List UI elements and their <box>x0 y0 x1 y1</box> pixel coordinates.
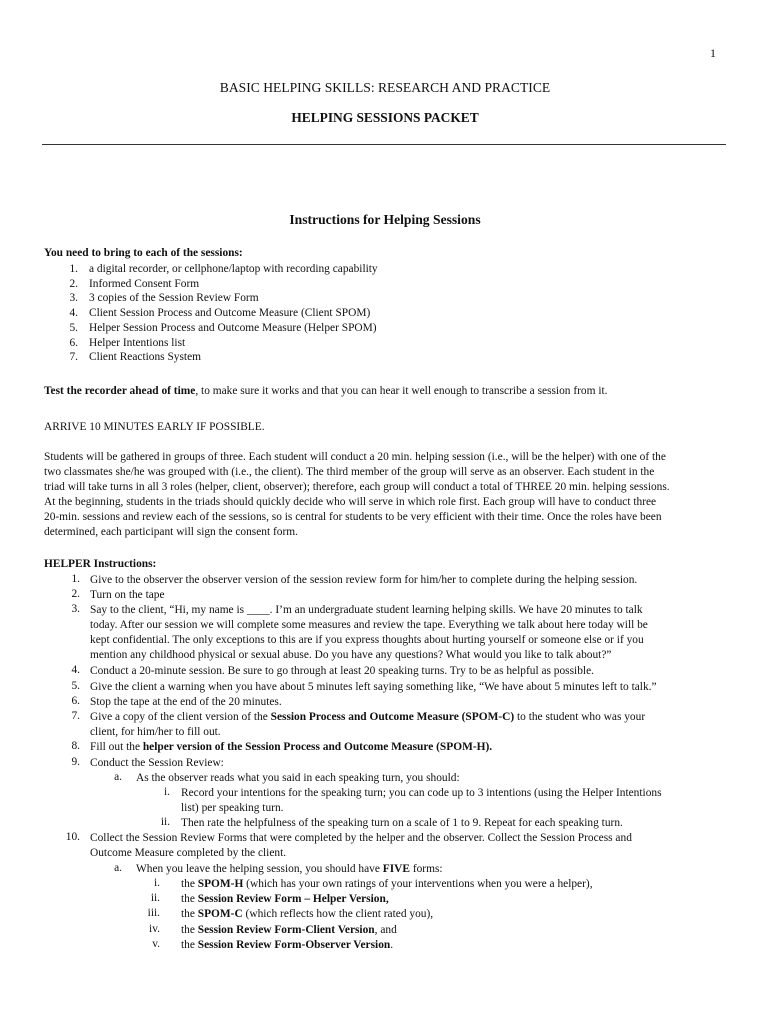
item-text: As the observer reads what you said in each speaking turn, you should: <box>136 771 460 784</box>
item-number: 5. <box>71 679 80 692</box>
item-text: Fill out the <box>90 741 143 754</box>
item-number: 5. <box>69 321 78 334</box>
item-text: . <box>390 938 394 951</box>
item-text: Give the client a warning when you have about 5 minutes left saying something like, “We have about 5 minutes left to talk.” <box>90 680 657 693</box>
document-subtitle: HELPING SESSIONS PACKET <box>291 110 479 125</box>
item-text: (which reflects how the client rated you), <box>242 908 434 921</box>
bring-list-item <box>44 336 744 351</box>
groups-paragraph <box>44 450 744 540</box>
item-number: 9. <box>71 755 80 768</box>
bring-heading: You need to bring to each of the sessions: <box>44 247 243 259</box>
item-text-bold: helper version of the Session Process and Outcome Measure (SPOM-H). <box>142 741 493 754</box>
item-text: client, for him/her to fill out. <box>90 725 221 738</box>
item-text: (which has your own ratings of your interventions when you were a helper), <box>243 878 593 891</box>
item-text: Outcome Measure completed by the client. <box>90 847 287 860</box>
list-item <box>0 831 770 861</box>
list-item <box>0 573 770 588</box>
list-item <box>0 756 770 771</box>
item-text: the <box>181 893 198 906</box>
bring-list-item <box>44 350 744 365</box>
item-number: iv. <box>149 922 160 935</box>
paragraph-line: determined, each participant will sign the consent form. <box>44 526 298 538</box>
form-list-item <box>0 877 770 892</box>
item-text-bold: , <box>385 893 389 906</box>
item-number: 10. <box>65 831 80 844</box>
helper-heading: HELPER Instructions: <box>44 558 157 570</box>
item-number: 4. <box>71 664 80 677</box>
item-text: Conduct a 20-minute session. Be sure to go through at least 20 speaking turns. Try to be as helpful as possible. <box>90 665 594 678</box>
form-list-item <box>0 938 770 953</box>
section-title: Instructions for Helping Sessions <box>289 212 481 227</box>
item-number: 3. <box>71 603 80 616</box>
item-text: a digital recorder, or cellphone/laptop with recording capability <box>89 263 378 275</box>
item-text: Collect the Session Review Forms that were completed by the helper and the observer. Collect the Session Process and <box>90 832 632 845</box>
sub-list-item <box>0 862 770 877</box>
item-number: 7. <box>69 351 78 364</box>
item-number: 6. <box>71 694 80 707</box>
test-recorder-bold: Test the recorder ahead of time <box>44 385 196 397</box>
page-number: 1 <box>710 46 716 60</box>
item-text: today. After our session we will complete some measures and review the tape. Everything we talk about here today will be <box>90 619 648 632</box>
item-text-bold: Session Review Form-Observer Version <box>197 938 391 951</box>
item-text: Informed Consent Form <box>89 277 200 290</box>
bring-list-item <box>44 306 744 321</box>
paragraph-line: two classmates she/he was grouped with (i.e., the client). The third member of the group will serve as an observer. Each student in the <box>44 466 655 478</box>
item-text-bold: SPOM-C <box>197 908 243 921</box>
item-text: Then rate the helpfulness of the speaking turn on a scale of 1 to 9. Repeat for each speaking turn. <box>181 817 623 830</box>
item-text: Turn on the tape <box>90 589 165 602</box>
item-number: i. <box>163 785 170 798</box>
item-text: 3 copies of the Session Review Form <box>89 292 259 305</box>
item-text: the <box>181 878 198 891</box>
item-text: Helper Intentions list <box>89 336 186 349</box>
paragraph-line: At the beginning, students in the triads should quickly decide who will serve in which role first. Each group will have to conduct three <box>44 496 657 508</box>
item-text: the <box>181 938 198 951</box>
item-text-bold: Session Review Form-Client Version <box>197 923 375 936</box>
form-list-item <box>0 907 770 922</box>
list-item <box>0 740 770 755</box>
item-number: 1. <box>71 573 80 585</box>
test-recorder-rest: , to make sure it works and that you can hear it well enough to transcribe a session from it. <box>195 385 608 397</box>
document-title: BASIC HELPING SKILLS: RESEARCH AND PRACTICE <box>219 80 551 95</box>
item-text: Conduct the Session Review: <box>90 756 224 769</box>
item-number: 4. <box>69 307 78 320</box>
sub-sub-list-item <box>0 786 770 816</box>
item-text: Record your intentions for the speaking turn; you can code up to 3 intentions (using the Helper Intentions <box>181 786 662 799</box>
item-text-bold: SPOM-H <box>197 878 244 891</box>
test-recorder-note <box>44 384 608 399</box>
item-text: Give to the observer the observer version of the session review form for him/her to complete during the helping session. <box>90 574 638 586</box>
item-text: Give a copy of the client version of the <box>90 710 271 723</box>
bring-list-item <box>44 291 744 306</box>
bring-list-item <box>44 262 744 277</box>
item-number: 7. <box>71 709 80 722</box>
item-number: a. <box>114 861 122 874</box>
item-number: 2. <box>69 277 78 290</box>
form-list-item <box>0 923 770 938</box>
helper-instructions-list <box>0 573 770 953</box>
form-list-item <box>0 892 770 907</box>
item-text: the <box>181 923 198 936</box>
item-text: Client Reactions System <box>89 351 201 364</box>
item-text: Stop the tape at the end of the 20 minutes. <box>90 695 282 708</box>
bring-list <box>44 262 744 365</box>
item-text: forms: <box>409 862 443 875</box>
item-number: ii. <box>150 892 160 905</box>
item-number: 3. <box>69 292 78 305</box>
item-text: Say to the client, “Hi, my name is ____. I’m an undergraduate student learning helping skills. We have 20 minutes to talk <box>90 604 643 617</box>
item-number: iii. <box>147 907 160 920</box>
item-text-bold: FIVE <box>382 862 410 875</box>
item-number: 2. <box>71 588 80 601</box>
sub-list-item <box>0 771 770 786</box>
item-text-bold: Session Review Form – Helper Version <box>197 893 386 906</box>
item-text: the <box>181 908 198 921</box>
bring-list-item <box>44 321 744 336</box>
list-item <box>0 710 770 740</box>
item-number: a. <box>114 770 122 783</box>
list-item <box>0 588 770 603</box>
horizontal-rule <box>42 144 726 145</box>
item-number: 6. <box>69 336 78 349</box>
item-number: 1. <box>69 263 78 275</box>
item-text: list) per speaking turn. <box>181 801 284 814</box>
paragraph-line: triad will take turns in all 3 roles (helper, client, observer); therefore, each group will conduct a total of THREE 20 min. helping sessions. <box>44 481 670 493</box>
list-item <box>0 695 770 710</box>
item-number: v. <box>152 937 160 950</box>
item-text: mention any childhood physical or sexual abuse. Do you have any questions? What would you like to talk about?” <box>90 649 612 662</box>
item-text: When you leave the helping session, you should have <box>136 862 383 875</box>
item-text: , and <box>374 923 397 936</box>
item-number: i. <box>153 877 160 890</box>
item-text: Helper Session Process and Outcome Measure (Helper SPOM) <box>89 321 377 334</box>
item-text-bold: Session Process and Outcome Measure (SPOM-C) <box>270 710 515 723</box>
sub-sub-list-item <box>0 816 770 831</box>
item-number: 8. <box>71 740 80 753</box>
list-item <box>0 664 770 679</box>
item-text: Client Session Process and Outcome Measure (Client SPOM) <box>89 307 371 320</box>
list-item <box>0 603 770 664</box>
paragraph-line: Students will be gathered in groups of three. Each student will conduct a 20 min. helping session (i.e., will be the helper) with one of the <box>44 451 666 463</box>
list-item <box>0 680 770 695</box>
item-text: to the student who was your <box>514 710 646 723</box>
paragraph-line: 20-min. sessions and review each of the sessions, so is central for students to be very efficient with their time. Once the roles have been <box>44 511 662 523</box>
arrive-note: ARRIVE 10 MINUTES EARLY IF POSSIBLE. <box>44 421 265 433</box>
item-text: kept confidential. The only exceptions to this are if you express thoughts about hurting yourself or someone else or if you <box>90 634 644 647</box>
item-number: ii. <box>160 816 170 829</box>
bring-list-item <box>44 277 744 292</box>
